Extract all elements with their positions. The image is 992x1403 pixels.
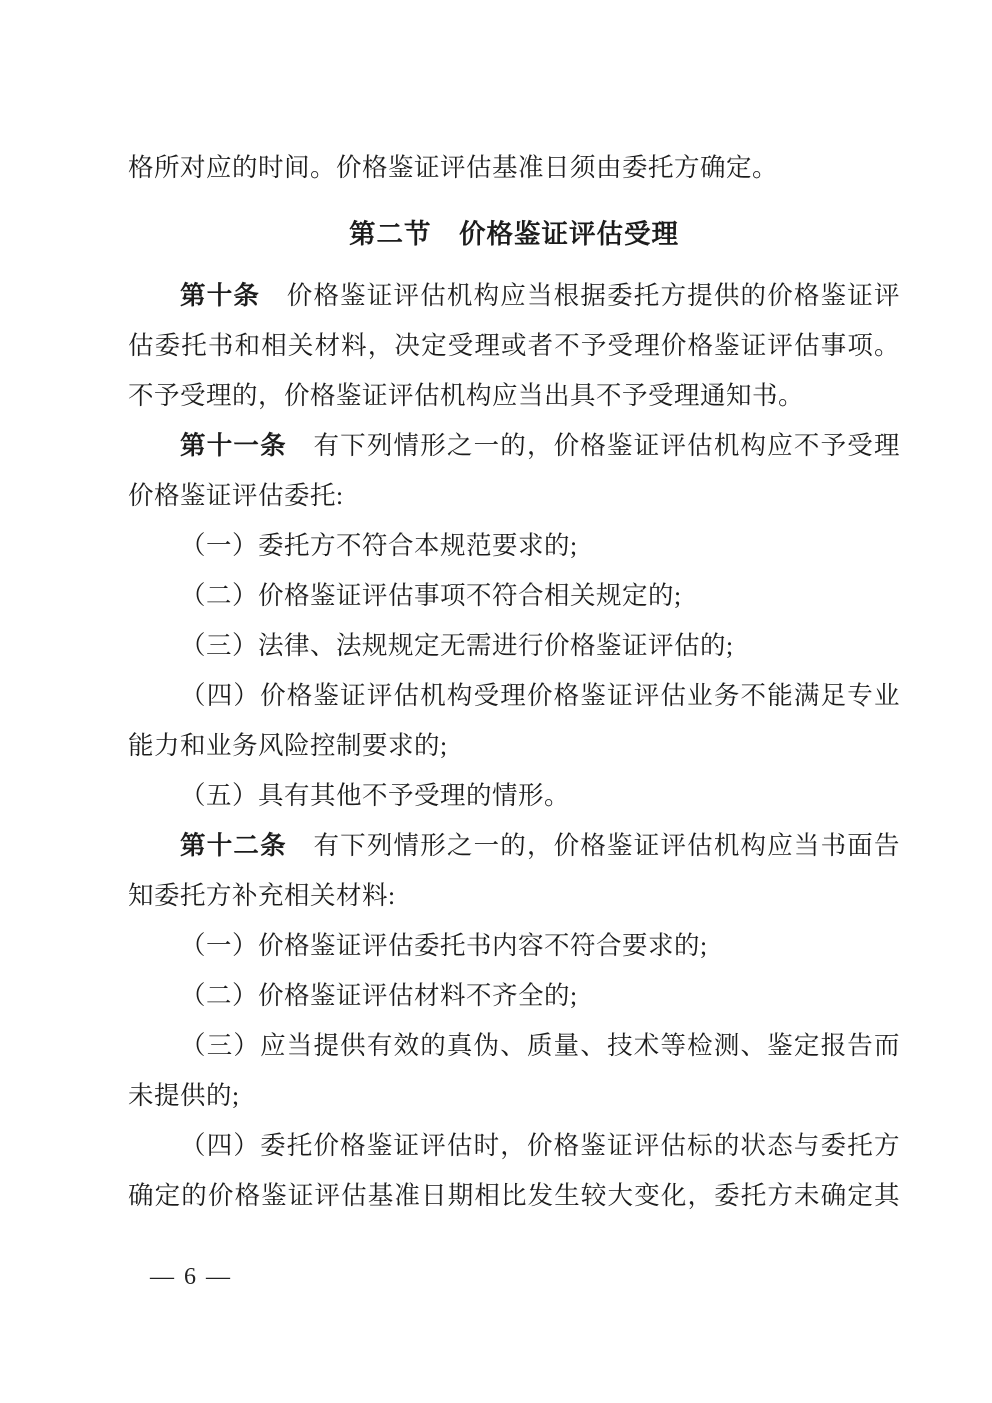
clause-line: （二）价格鉴证评估事项不符合相关规定的;	[180, 581, 682, 610]
article-text: 有下列情形之一的，价格鉴证评估机构应不予受理	[286, 431, 900, 460]
text-line: 未提供的;	[128, 1081, 240, 1110]
clause-line: （四）委托价格鉴证评估时，价格鉴证评估标的状态与委托方	[180, 1131, 900, 1160]
article-number: 第十二条	[180, 831, 287, 860]
article-text: 价格鉴证评估机构应当根据委托方提供的价格鉴证评	[260, 281, 900, 310]
article-text: 有下列情形之一的，价格鉴证评估机构应当书面告	[286, 831, 900, 860]
clause-line: （四）价格鉴证评估机构受理价格鉴证评估业务不能满足专业	[180, 681, 900, 710]
text-line: 知委托方补充相关材料:	[128, 881, 396, 910]
continuation-line: 格所对应的时间。价格鉴证评估基准日须由委托方确定。	[128, 153, 779, 182]
article-line	[128, 821, 900, 871]
clause-line: （五）具有其他不予受理的情形。	[180, 781, 571, 810]
article-line	[128, 271, 900, 321]
text-line: 确定的价格鉴证评估基准日期相比发生较大变化，委托方未确定其	[128, 1181, 900, 1210]
clause-line: （二）价格鉴证评估材料不齐全的;	[180, 981, 578, 1010]
article-number: 第十条	[180, 281, 261, 310]
text-line: 价格鉴证评估委托:	[128, 481, 344, 510]
article-line	[128, 421, 900, 471]
clause-line: （三）法律、法规规定无需进行价格鉴证评估的;	[180, 631, 734, 660]
text-line: 能力和业务风险控制要求的;	[128, 731, 448, 760]
article-number: 第十一条	[180, 431, 287, 460]
text-line: 不予受理的，价格鉴证评估机构应当出具不予受理通知书。	[128, 381, 805, 410]
section-heading: 第二节 价格鉴证评估受理	[349, 219, 679, 249]
clause-line: （一）价格鉴证评估委托书内容不符合要求的;	[180, 931, 708, 960]
clause-line: （一）委托方不符合本规范要求的;	[180, 531, 578, 560]
text-line: 估委托书和相关材料，决定受理或者不予受理价格鉴证评估事项。	[128, 331, 900, 360]
page-footer	[128, 1262, 900, 1292]
page-number-label: — 6 —	[150, 1264, 232, 1290]
clause-line: （三）应当提供有效的真伪、质量、技术等检测、鉴定报告而	[180, 1031, 900, 1060]
